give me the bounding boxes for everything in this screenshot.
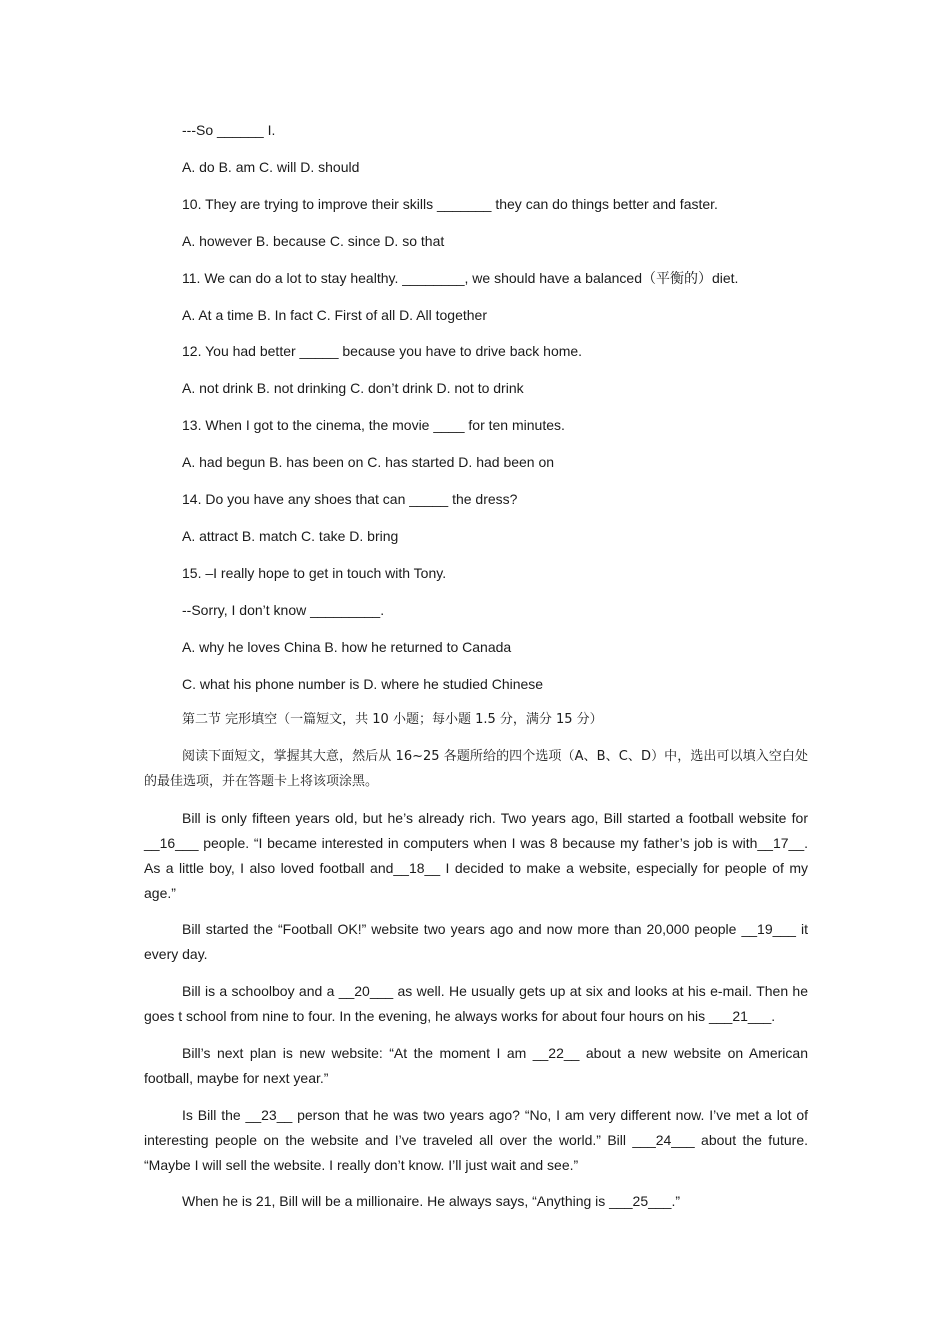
q12-stem: 12. You had better _____ because you have to drive back home.	[182, 343, 583, 359]
q9-options: A. do B. am C. will D. should	[182, 159, 360, 175]
q15-reply: --Sorry, I don’t know _________.	[182, 602, 385, 618]
section2-heading: 第二节 完形填空（一篇短文，共 10 小题；每小题 1.5 分，满分 15 分）	[182, 712, 603, 727]
q13-options: A. had begun B. has been on C. has started D. had been on	[182, 454, 555, 470]
q9-reply: ---So ______ I.	[182, 122, 276, 138]
q11-options: A. At a time B. In fact C. First of all D. All together	[182, 307, 488, 323]
q10-stem: 10. They are trying to improve their skills _______ they can do things better and faster.	[182, 196, 718, 212]
passage-paragraph-1: Bill is only fifteen years old, but he’s already rich. Two years ago, Bill started a football website for __16___ people. “I became interested in computers when I was 8 because my father’s job is with__17__. As a little boy, I also loved football and__18__ I decided to make a website, especially for people of my age.”	[144, 810, 808, 901]
passage-paragraph-2: Bill started the “Football OK!” website two years ago and now more than 20,000 people __19___ it every day.	[144, 921, 808, 962]
q14-options: A. attract B. match C. take D. bring	[182, 528, 399, 544]
q14-stem: 14. Do you have any shoes that can _____ the dress?	[182, 491, 518, 507]
q15-stem: 15. –I really hope to get in touch with Tony.	[182, 565, 447, 581]
q13-stem: 13. When I got to the cinema, the movie ____ for ten minutes.	[182, 417, 565, 433]
q10-options: A. however B. because C. since D. so that	[182, 233, 445, 249]
passage-paragraph-3: Bill is a schoolboy and a __20___ as well. He usually gets up at six and looks at his e-mail. Then he goes t school from nine to four. In the evening, he always works for about four hours on his ___21___.	[144, 983, 808, 1024]
q15-options-cd: C. what his phone number is D. where he studied Chinese	[182, 676, 544, 692]
section2-instructions: 阅读下面短文，掌握其大意，然后从 16~25 各题所给的四个选项（A、B、C、D）中，选出可以填入空白处的最佳选项，并在答题卡上将该项涂黑。	[144, 749, 808, 789]
passage-paragraph-4: Bill’s next plan is new website: “At the moment I am __22__ about a new website on American football, maybe for next year.”	[144, 1045, 808, 1086]
q11-stem: 11. We can do a lot to stay healthy. ________, we should have a balanced（平衡的）diet.	[182, 270, 739, 286]
passage-paragraph-6: When he is 21, Bill will be a millionaire. He always says, “Anything is ___25___.”	[182, 1193, 681, 1209]
q15-options-ab: A. why he loves China B. how he returned to Canada	[182, 639, 512, 655]
q12-options: A. not drink B. not drinking C. don’t drink D. not to drink	[182, 380, 524, 396]
passage-paragraph-5: Is Bill the __23__ person that he was two years ago? “No, I am very different now. I’ve met a lot of interesting people on the website and I’ve traveled all over the world.” Bill ___24___ about the future. “Maybe I will sell the website. I really don’t know. I’ll just wait and see.”	[144, 1107, 808, 1173]
